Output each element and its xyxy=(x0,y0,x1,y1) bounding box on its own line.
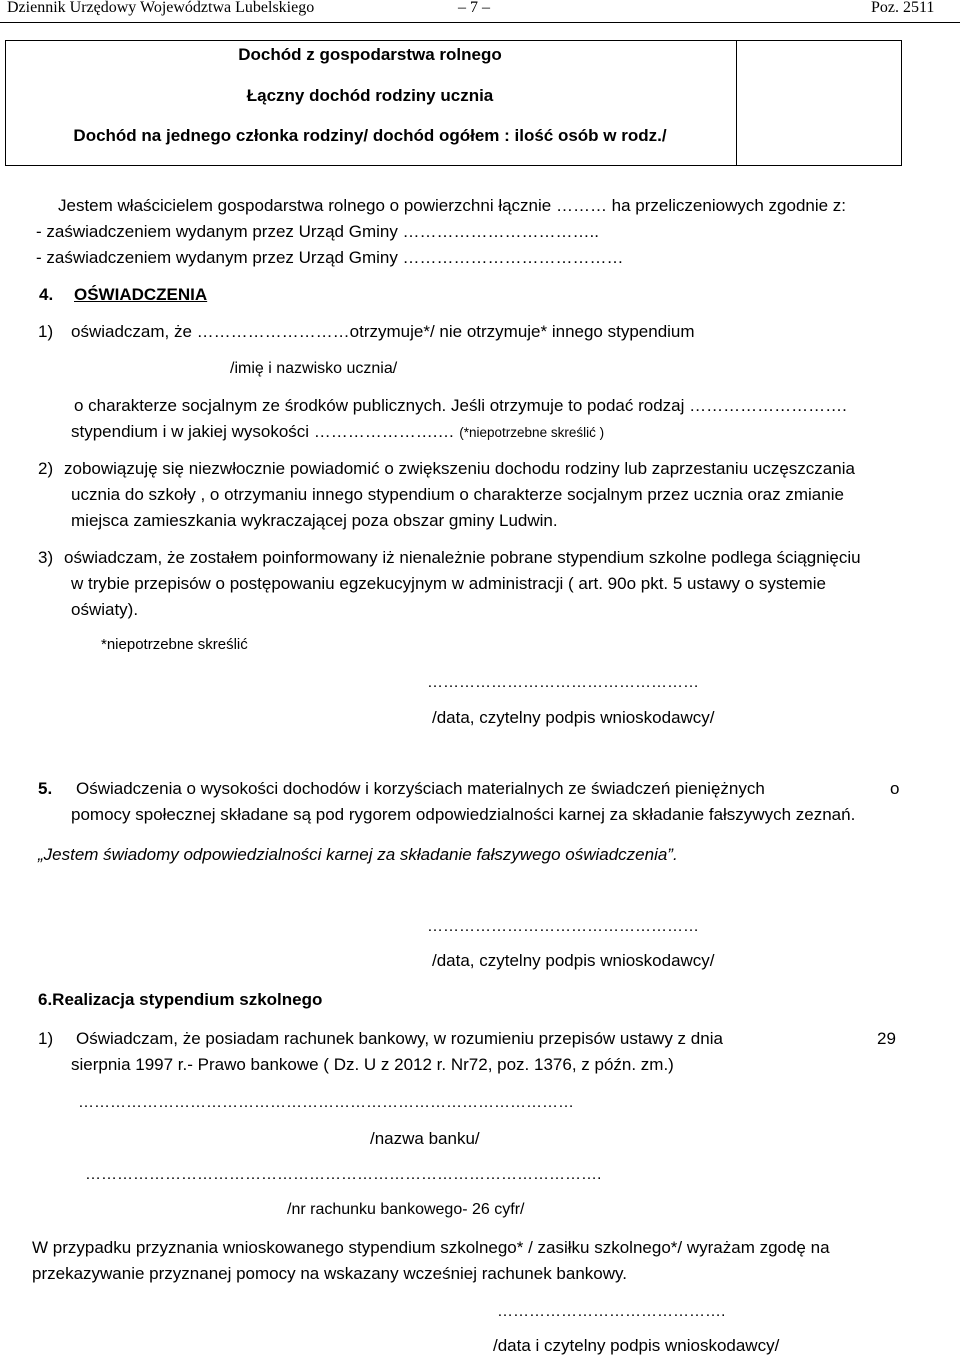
signature-label-1: /data, czytelny podpis wnioskodawcy/ xyxy=(432,708,715,727)
signature-label-3: /data i czytelny podpis wnioskodawcy/ xyxy=(493,1336,780,1355)
section-5-line-1: Oświadczenia o wysokości dochodów i korzyściach materialnych ze świadczeń pieniężnych xyxy=(76,779,765,798)
section-5-line-1-end: o xyxy=(890,779,900,798)
section-4-number: 4. xyxy=(39,285,54,304)
income-row-per-member: Dochód na jednego członka rodziny/ dochód ogółem : ilość osób w rodz./ xyxy=(73,126,667,145)
section-5-line-2: pomocy społecznej składane są pod rygorem odpowiedzialności karnej za składanie fałszywych zeznań. xyxy=(71,805,856,824)
income-value-cell xyxy=(736,40,902,166)
section-4-title: OŚWIADCZENIA xyxy=(74,285,208,304)
bank-statement-line-2: sierpnia 1997 r.- Prawo bankowe ( Dz. U z 2012 r. Nr72, poz. 1376, z późn. zm.) xyxy=(71,1055,674,1074)
account-number-dots: ……………………………………………………………………………………. xyxy=(85,1166,602,1183)
bank-statement-day: 29 xyxy=(877,1029,896,1048)
statement-1-text: oświadczam, że ………………………otrzymuje*/ nie otrzymuje* innego stypendium xyxy=(71,322,695,341)
statement-3-line-1: oświadczam, że zostałem poinformowany iż nienależnie pobrane stypendium szkolne podlega ściągnięciu xyxy=(64,548,861,567)
bank-statement-number: 1) xyxy=(38,1029,54,1048)
farm-certificate-line-2: - zaświadczeniem wydanym przez Urząd Gminy ………………………………… xyxy=(36,248,624,267)
consent-line-2: przekazywanie przyznanej pomocy na wskazany wcześniej rachunek bankowy. xyxy=(32,1264,627,1283)
signature-dots-2: …………………………………………… xyxy=(427,918,699,935)
farm-certificate-line-1: - zaświadczeniem wydanym przez Urząd Gminy …………………………….. xyxy=(36,222,600,241)
income-row-family: Łączny dochód rodziny ucznia xyxy=(246,86,494,105)
statement-1-line-3 xyxy=(71,422,604,442)
liability-declaration: „Jestem świadomy odpowiedzialności karnej za składanie fałszywego oświadczenia”. xyxy=(38,845,678,864)
bank-name-label: /nazwa banku/ xyxy=(370,1129,480,1148)
header-rule xyxy=(0,22,960,23)
signature-label-2: /data, czytelny podpis wnioskodawcy/ xyxy=(432,951,715,970)
statement-2-line-1: zobowiązuję się niezwłocznie powiadomić o zwiększeniu dochodu rodziny lub zaprzestaniu uczęszczania xyxy=(64,459,855,478)
bank-statement-line-1: Oświadczam, że posiadam rachunek bankowy, w rozumieniu przepisów ustawy z dnia xyxy=(76,1029,723,1048)
statement-2-line-3: miejsca zamieszkania wykraczającej poza obszar gminy Ludwin. xyxy=(71,511,558,530)
signature-dots-1: …………………………………………… xyxy=(427,674,699,691)
signature-dots-3: ……………………………………. xyxy=(497,1303,726,1320)
consent-line-1: W przypadku przyznania wnioskowanego stypendium szkolnego* / zasiłku szkolnego*/ wyrażam zgodę na xyxy=(32,1238,830,1257)
statement-1-number: 1) xyxy=(38,322,54,341)
income-row-farm: Dochód z gospodarstwa rolnego xyxy=(238,45,502,64)
header-journal-title: Dziennik Urzędowy Województwa Lubelskiego xyxy=(7,0,315,16)
strike-note: (*niepotrzebne skreślić ) xyxy=(459,425,605,440)
footnote-strike: *niepotrzebne skreślić xyxy=(101,636,248,653)
statement-1-line-2: o charakterze socjalnym ze środków publicznych. Jeśli otrzymuje to podać rodzaj ………………………. xyxy=(74,396,847,415)
section-5-number: 5. xyxy=(38,779,53,798)
scholarship-amount-text: stypendium i w jakiej wysokości ………………….… xyxy=(71,422,455,441)
statement-2-line-2: ucznia do szkoły , o otrzymaniu innego stypendium o charakterze socjalnym przez ucznia oraz zmianie xyxy=(71,485,844,504)
section-6-title: 6.Realizacja stypendium szkolnego xyxy=(38,990,323,1009)
bank-name-dots: ………………………………………………………………………………… xyxy=(78,1094,574,1111)
statement-3-line-3: oświaty). xyxy=(71,600,139,619)
header-page-number: – 7 – xyxy=(458,0,490,16)
statement-2-number: 2) xyxy=(38,459,54,478)
account-number-label: /nr rachunku bankowego- 26 cyfr/ xyxy=(287,1201,525,1218)
statement-3-number: 3) xyxy=(38,548,54,567)
statement-3-line-2: w trybie przepisów o postępowaniu egzekucyjnym w administracji ( art. 90o pkt. 5 ustawy o systemie xyxy=(71,574,826,593)
farm-ownership-line: Jestem właścicielem gospodarstwa rolnego o powierzchni łącznie ……… ha przeliczeniowych zgodnie z: xyxy=(58,196,847,215)
student-name-caption: /imię i nazwisko ucznia/ xyxy=(230,360,398,377)
header-position: Poz. 2511 xyxy=(871,0,935,16)
